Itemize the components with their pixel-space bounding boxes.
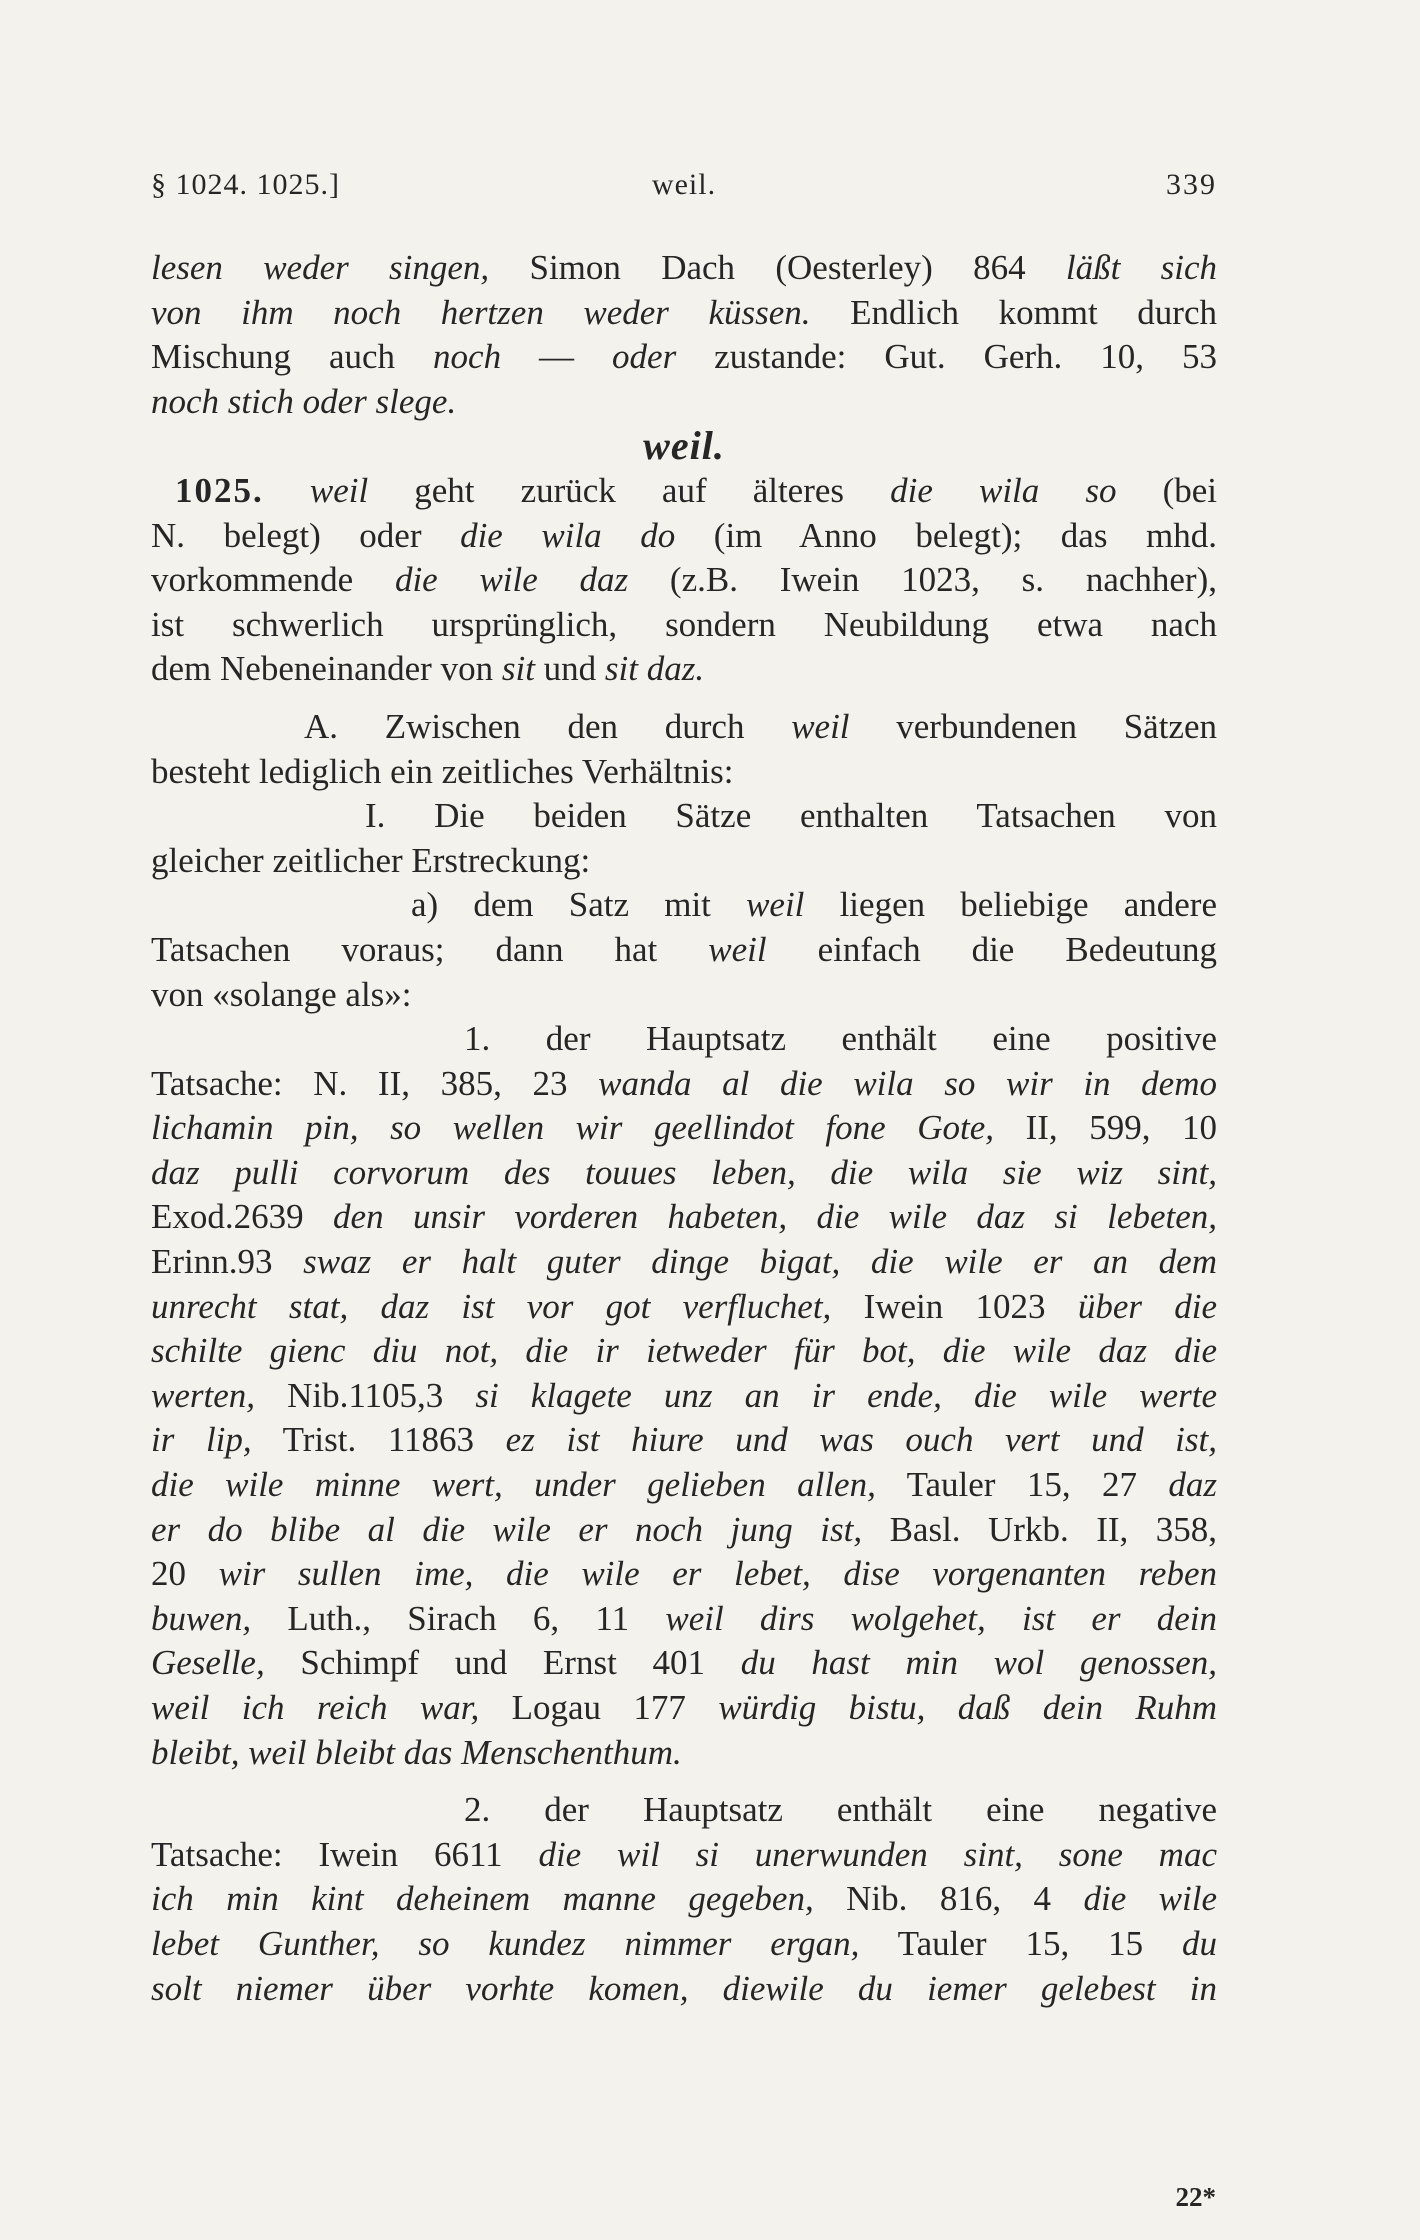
text-line — [151, 794, 1217, 839]
roman-text: (bei — [1116, 470, 1217, 510]
roman-text: A. Zwischen den durch — [304, 706, 792, 746]
text-line — [151, 1731, 1217, 1776]
roman-text: zustande: Gut. Gerh. 10, 53 — [676, 337, 1217, 377]
italic-text: ir lip, — [151, 1420, 252, 1460]
text-line — [151, 1106, 1217, 1151]
text-line — [151, 603, 1217, 648]
italic-text: weil — [791, 706, 850, 746]
italic-text: die wile daz — [394, 560, 629, 600]
text-line — [151, 839, 1217, 884]
italic-text: wir sullen ime, die wile er lebet, dise vorgenanten reben — [218, 1554, 1218, 1594]
italic-text: die wila do — [460, 515, 676, 555]
roman-text: einfach die Bedeutung — [766, 929, 1217, 969]
roman-text: 20 — [151, 1554, 219, 1594]
roman-text: Basl. Urkb. II, 358, — [862, 1509, 1217, 1549]
text-line — [151, 1374, 1217, 1419]
italic-text: buwen, — [151, 1598, 252, 1638]
roman-text: verbundenen Sätzen — [849, 706, 1217, 746]
text-line — [151, 1285, 1217, 1330]
roman-text: a) dem Satz mit — [411, 885, 747, 925]
text-line — [151, 750, 1217, 795]
roman-text: Simon Dach (Oesterley) 864 — [489, 248, 1066, 287]
italic-text: si klagete unz an ir ende, die wile werte — [475, 1375, 1218, 1415]
roman-text: und — [534, 649, 605, 689]
roman-text: Tauler 15, 15 — [859, 1923, 1182, 1963]
roman-text: Nib.1105,3 — [255, 1375, 476, 1415]
section-reference: § 1024. 1025.] — [151, 168, 340, 201]
italic-text: würdig bistu, daß dein Ruhm — [718, 1688, 1217, 1727]
text-line — [151, 1062, 1217, 1107]
text-line — [151, 1552, 1217, 1597]
italic-text: weil dirs wolgehet, ist er dein — [665, 1598, 1217, 1638]
roman-text: liegen beliebige andere — [804, 885, 1217, 925]
text-line — [151, 1195, 1217, 1240]
roman-text: besteht lediglich ein zeitliches Verhältnis: — [151, 751, 734, 791]
roman-text: Logau 177 — [479, 1688, 719, 1727]
text-line — [151, 1508, 1217, 1553]
roman-text: geht zurück auf älteres — [368, 470, 891, 510]
italic-text: weil — [746, 885, 805, 925]
paragraph-gap — [151, 692, 1217, 705]
text-line — [151, 705, 1217, 750]
text-line — [151, 1597, 1217, 1642]
text-line — [151, 1788, 1217, 1833]
italic-text: wanda al die wila so wir in demo — [598, 1063, 1217, 1103]
text-line — [151, 291, 1217, 336]
italic-text: ich min kint deheinem manne gegeben, — [151, 1879, 814, 1919]
roman-text: Erinn.93 — [151, 1242, 304, 1282]
roman-text: Iwein 1023 — [831, 1286, 1078, 1326]
roman-text: Endlich kommt durch — [810, 292, 1217, 332]
italic-text: über die — [1077, 1286, 1217, 1326]
body-text — [151, 246, 1217, 2011]
italic-text: bleibt, weil bleibt das Menschenthum. — [151, 1732, 682, 1772]
italic-text: die wile minne wert, under gelieben allen, — [151, 1465, 876, 1505]
italic-text: noch stich oder slege. — [151, 381, 457, 421]
italic-text: die wil si unerwunden sint, sone mac — [538, 1834, 1217, 1874]
roman-text: Exod.2639 — [151, 1197, 334, 1237]
printer-signature: 22* — [1175, 2182, 1216, 2212]
text-line — [151, 973, 1217, 1018]
roman-text: II, 599, 10 — [994, 1108, 1218, 1148]
italic-text: lesen weder singen, — [151, 248, 490, 287]
italic-text: noch — [433, 337, 502, 377]
italic-text: weil — [309, 470, 369, 510]
text-line — [151, 246, 1217, 291]
text-line — [151, 647, 1217, 692]
text-line — [151, 1151, 1217, 1196]
italic-text: lichamin pin, so wellen wir geellindot fone Gote, — [151, 1108, 995, 1148]
bold-text: 1025. — [175, 470, 264, 510]
italic-text: du hast min wol genossen, — [740, 1643, 1217, 1683]
text-line — [151, 1240, 1217, 1285]
roman-text: (im Anno belegt); das mhd. — [675, 515, 1217, 555]
paragraph-gap — [151, 1775, 1217, 1788]
text-line — [151, 1017, 1217, 1062]
italic-text: daz pulli corvorum des touues leben, die wila sie wiz sint, — [151, 1152, 1217, 1192]
roman-text: vorkommende — [151, 560, 395, 600]
italic-text: läßt sich — [1065, 248, 1218, 287]
roman-text: N. belegt) oder — [151, 515, 461, 555]
italic-text: er do blibe al die wile er noch jung ist, — [151, 1509, 863, 1549]
text-line — [151, 1967, 1217, 2012]
roman-text: Schimpf und Ernst 401 — [264, 1643, 741, 1683]
roman-text: von «solange als»: — [151, 974, 412, 1014]
text-line — [151, 883, 1217, 928]
page-number: 339 — [1166, 168, 1217, 201]
italic-text: weil ich reich war, — [151, 1688, 480, 1727]
italic-text: swaz er halt guter dinge bigat, die wile er an dem — [303, 1242, 1217, 1282]
bold-text: weil. — [643, 423, 725, 469]
roman-text: (z.B. Iwein 1023, s. nachher), — [628, 560, 1217, 600]
text-line — [151, 469, 1217, 514]
header-keyword: weil. — [651, 168, 717, 201]
italic-text: lebet Gunther, so kundez nimmer ergan, — [151, 1923, 860, 1963]
roman-text — [264, 471, 310, 510]
italic-text: daz — [1168, 1465, 1217, 1505]
roman-text: dem Nebeneinander von — [151, 649, 502, 689]
roman-text: I. Die beiden Sätze enthalten Tatsachen von — [365, 796, 1217, 836]
italic-text: sit — [501, 649, 535, 689]
italic-text: oder — [612, 337, 677, 377]
roman-text: Tatsache: N. II, 385, 23 — [151, 1063, 599, 1103]
text-line — [151, 380, 1217, 425]
italic-text: unrecht stat, daz ist vor got verfluchet, — [151, 1286, 832, 1326]
italic-text: von ihm noch hertzen weder küssen. — [151, 292, 811, 332]
text-line — [151, 1329, 1217, 1374]
italic-text: Geselle, — [151, 1643, 265, 1683]
roman-text: gleicher zeitlicher Erstreckung: — [151, 840, 591, 880]
italic-text: ez ist hiure und was ouch vert und ist, — [505, 1420, 1217, 1460]
text-line — [151, 514, 1217, 559]
text-line — [151, 1922, 1217, 1967]
running-header — [151, 168, 1217, 208]
roman-text: Mischung auch — [151, 337, 434, 377]
section-heading — [151, 424, 1217, 469]
italic-text: weil — [708, 929, 767, 969]
text-line — [151, 1463, 1217, 1508]
text-line — [151, 1833, 1217, 1878]
text-line — [151, 558, 1217, 603]
italic-text: schilte gienc diu not, die ir ietweder für bot, die wile daz die — [151, 1331, 1217, 1371]
roman-text: Luth., Sirach 6, 11 — [251, 1598, 666, 1638]
roman-text: Tatsache: Iwein 6611 — [151, 1834, 539, 1874]
text-line — [151, 928, 1217, 973]
roman-text: 1. der Hauptsatz enthält eine positive — [464, 1019, 1217, 1059]
italic-text: solt niemer über vorhte komen, diewile du iemer gelebest in — [151, 1968, 1217, 2008]
text-line — [151, 1686, 1217, 1731]
roman-text: Tatsachen voraus; dann hat — [151, 929, 709, 969]
roman-text: — — [501, 337, 613, 377]
text-line — [151, 335, 1217, 380]
italic-text: du — [1181, 1923, 1217, 1963]
roman-text: Trist. 11863 — [251, 1420, 506, 1460]
roman-text: Nib. 816, 4 — [813, 1879, 1084, 1919]
italic-text: den unsir vorderen habeten, die wile daz si lebeten, — [333, 1197, 1217, 1237]
text-line — [151, 1877, 1217, 1922]
roman-text: 2. der Hauptsatz enthält eine negative — [464, 1790, 1217, 1830]
italic-text: die wile — [1083, 1879, 1218, 1919]
text-line — [151, 1418, 1217, 1463]
italic-text: die wila so — [890, 470, 1117, 510]
roman-text: ist schwerlich ursprünglich, sondern Neubildung etwa nach — [151, 604, 1217, 644]
roman-text: Tauler 15, 27 — [875, 1465, 1169, 1505]
italic-text: sit daz. — [604, 649, 705, 689]
italic-text: werten, — [151, 1375, 256, 1415]
text-line — [151, 1641, 1217, 1686]
